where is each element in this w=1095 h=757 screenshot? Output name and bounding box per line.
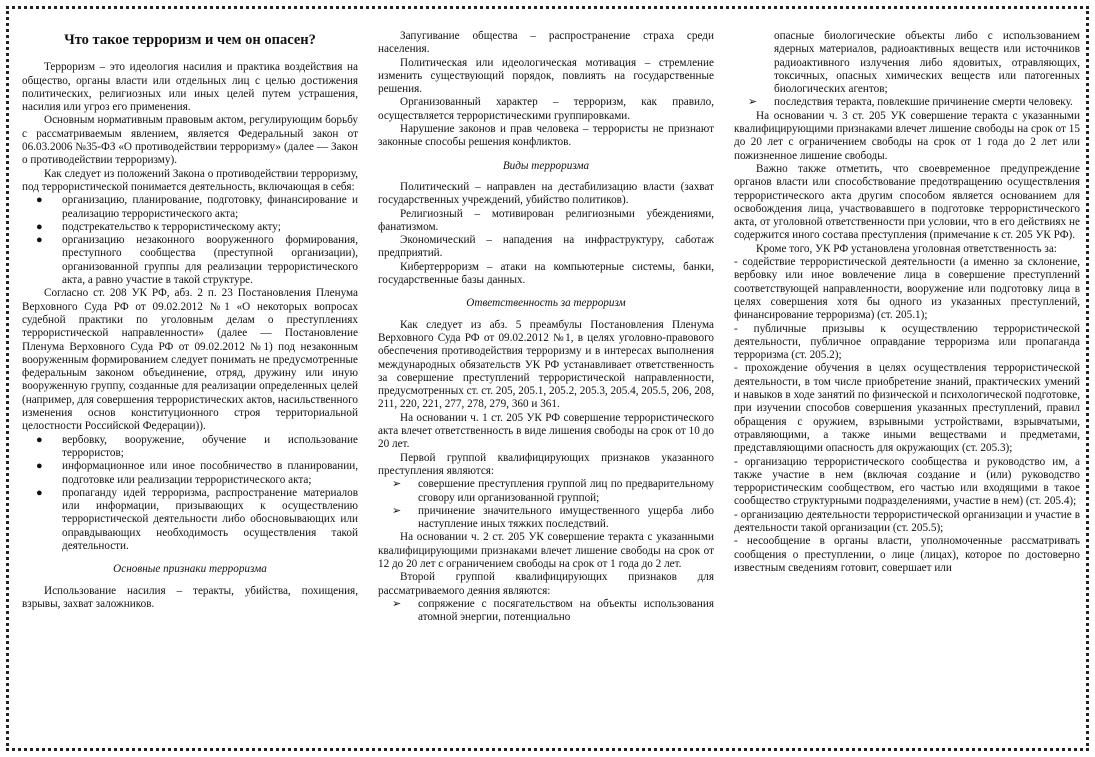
column-2 xyxy=(378,30,714,742)
list-item: ● организацию, планирование, подготовку, финансирование и реализацию террористического акта; xyxy=(36,194,358,220)
paragraph: Религиозный – мотивирован религиозными убеждениями, фанатизмом. xyxy=(378,207,714,233)
bullet-list xyxy=(22,434,358,554)
list-item: ● пропаганду идей терроризма, распространение материалов или информации, призывающих к осуществлению террористической деятельности либо обосновывающих или оправдывающих необходимость осуществления такой деятельности. xyxy=(36,486,358,552)
section-heading: Ответственность за терроризм xyxy=(466,297,626,310)
list-item: ● организацию незаконного вооруженного формирования, преступного сообщества (преступной организации), организованной группы для реализации террористического акта, а равно участие в такой структуре. xyxy=(36,234,358,287)
list-item: ➢ причинение значительного имущественного ущерба либо наступление иных тяжких последствий. xyxy=(392,504,714,531)
paragraph: Как следует из абз. 5 преамбулы Постановления Пленума Верховного Суда РФ от 09.02.2012 №1, в целях уголовно-правового обеспечения противодействия терроризму и в интересах выполнения международных обязательств УК РФ устанавливает ответственность за совершение преступлений террористической направленности, предусмотренных ст. ст. 205, 205.1, 205.2, 205.3, 205.4, 205.5, 206, 208, 211, 220, 221, 277, 278, 279, 360 и 361. xyxy=(378,318,714,411)
arrow-list-continued xyxy=(734,30,1080,110)
paragraph: Политическая или идеологическая мотивация – стремление изменить существующий порядок, повлиять на государственные решения. xyxy=(378,56,714,96)
dash-item: - прохождение обучения в целях осуществления террористической деятельности, в том числе приобретение знаний, практических умений и навыков в ходе занятий по физической и психологической подготовке, при изучении способов совершения указанных преступлений, правил обращения с оружием, взрывными устройствами, взрывчатыми, отравляющими, а также иными веществами и предметами, представляющими опасность для окружающих (ст. 205.3); xyxy=(734,362,1080,455)
paragraph: Политический – направлен на дестабилизацию власти (захват государственных учреждений, убийство политиков). xyxy=(378,180,714,207)
paragraph: Терроризм – это идеология насилия и практика воздействия на общество, органы власти или отдельных лиц с целью достижения политических, религиозных или иных целей путем устрашения, насилия или угроз его применения. xyxy=(22,61,358,114)
paragraph: Основным нормативным правовым актом, регулирующим борьбу с рассматриваемым явлением, является Федеральный закон от 06.03.2006 №35-ФЗ «О противодействии терроризму» (далее — Закон о противодействии терроризму). xyxy=(22,114,358,167)
paragraph: Как следует из положений Закона о противодействии терроризму, под террористической понимается деятельность, включающая в себя: xyxy=(22,167,358,193)
paragraph: Использование насилия – теракты, убийства, похищения, взрывы, захват заложников. xyxy=(22,584,358,610)
document-title: Что такое терроризм и чем он опасен? xyxy=(64,32,316,48)
paragraph: Кибертерроризм – атаки на компьютерные системы, банки, государственные базы данных. xyxy=(378,260,714,287)
document-columns xyxy=(22,30,1080,742)
dash-item: - несообщение в органы власти, уполномоченные рассматривать сообщения о преступлении, о лице (лицах), которое по достоверно известным сведениям готовит, совершает или xyxy=(734,535,1080,574)
paragraph: Второй группой квалифицирующих признаков для рассматриваемого деяния являются: xyxy=(378,571,714,597)
bullet-dot-icon: ● xyxy=(36,460,43,473)
arrow-bullet-icon: ➢ xyxy=(392,504,402,517)
paragraph: На основании ч. 2 ст. 205 УК совершение теракта с указанными квалифицирующими признаками влечет лишение свободы на срок от 12 до 20 лет с ограничением свободы на срок от 1 года до 2 лет. xyxy=(378,531,714,570)
list-item: ➢ совершение преступления группой лиц по предварительному сговору или организованной группой; xyxy=(392,478,714,504)
arrow-list xyxy=(378,598,714,625)
dash-item: - организацию деятельности террористической организации и участие в деятельности такой организации (ст. 205.5); xyxy=(734,508,1080,534)
list-item: ➢ сопряжение с посягательством на объекты использования атомной энергии, потенциально xyxy=(392,597,714,624)
paragraph: На основании ч. 3 ст. 205 УК совершение теракта с указанными квалифицирующими признаками влечет лишение свободы на срок от 15 до 20 лет с ограничением свободы на срок от 1 года до 2 лет или пожизненное лишение свободы. xyxy=(734,109,1080,162)
list-item: ● информационное или иное пособничество в планировании, подготовке или реализации террористического акта; xyxy=(36,460,358,486)
column-3 xyxy=(734,30,1080,742)
bullet-dot-icon: ● xyxy=(36,433,43,446)
list-item: ● вербовку, вооружение, обучение и использование террористов; xyxy=(36,433,358,459)
section-heading: Основные признаки терроризма xyxy=(113,563,267,576)
column-1 xyxy=(22,30,358,742)
bullet-list xyxy=(22,194,358,287)
paragraph: Экономический – нападения на инфраструктуру, саботаж предприятий. xyxy=(378,234,714,260)
paragraph: Согласно ст. 208 УК РФ, абз. 2 п. 23 Постановления Пленума Верховного Суда РФ от 09.02.2012 №1 «О некоторых вопросах судебной практики по уголовным делам о преступлениях террористической направленности» (далее — Постановление Пленума Верховного Суда РФ от 09.02.2012 №1) под незаконным вооруженным формированием следует понимать не предусмотренные федеральным законом объединение, отряд, дружину или иную вооруженную группу, созданные для реализации определенных целей (например, для совершения террористических актов, насильственного изменения основ конституционного строя территориальной целостности Российской Федерации)). xyxy=(22,287,358,433)
paragraph: Организованный характер – терроризм, как правило, осуществляется террористическими группировками. xyxy=(378,96,714,122)
arrow-bullet-icon: ➢ xyxy=(392,478,402,491)
dash-item: - содействие террористической деятельности (а именно за склонение, вербовку или иное вовлечение лица в совершение преступлений соответствующей направленности, вооружение или подготовку лица в целях совершения хотя бы одного из указанных преступлений, финансирование терроризма) (ст. 205.1); xyxy=(734,256,1080,322)
list-item-continued: опасные биологические объекты либо с использованием ядерных материалов, радиоактивных веществ или источников радиоактивного излучения либо ядовитых, отравляющих, токсичных, опасных химических веществ или патогенных биологических агентов; xyxy=(774,30,1080,96)
paragraph: Первой группой квалифицирующих признаков указанного преступления являются: xyxy=(378,451,714,477)
section-heading: Виды терроризма xyxy=(502,159,590,172)
paragraph: Запугивание общества – распространение страха среди населения. xyxy=(378,30,714,56)
arrow-list xyxy=(378,478,714,531)
paragraph: На основании ч. 1 ст. 205 УК РФ совершение террористического акта влечет ответственность в виде лишения свободы на срок от 10 до 20 лет. xyxy=(378,411,714,451)
bullet-dot-icon: ● xyxy=(36,220,43,233)
list-item: ➢ последствия теракта, повлекшие причинение смерти человеку. xyxy=(748,96,1073,109)
arrow-bullet-icon: ➢ xyxy=(748,96,758,109)
dash-list xyxy=(734,256,1080,575)
dash-item: - публичные призывы к осуществлению террористической деятельности, публичное оправдание терроризма или пропаганда терроризма (ст. 205.2); xyxy=(734,322,1080,362)
bullet-dot-icon: ● xyxy=(36,486,43,499)
bullet-dot-icon: ● xyxy=(36,234,43,247)
arrow-bullet-icon: ➢ xyxy=(392,597,402,610)
paragraph: Важно также отметить, что своевременное предупреждение органов власти или способствование предотвращению осуществления террористического акта другим способом является основанием для освобождения лица, участвовавшего в подготовке террористического акта, от уголовной ответственности при условии, что в его действиях не содержится иного состава преступления (примечание к ст. 205 УК РФ). xyxy=(734,162,1080,242)
paragraph: Кроме того, УК РФ установлена уголовная ответственность за: xyxy=(756,242,1057,255)
dash-item: - организацию террористического сообщества и руководство им, а также участие в нем (включая создание и (или) руководство террористическим сообществом, его частью или входящими в такое сообщество структурными подразделениями, участие в нем) (ст. 205.4); xyxy=(734,455,1080,508)
paragraph: Нарушение законов и прав человека – террористы не признают законные способы решения конфликтов. xyxy=(378,123,714,149)
bullet-dot-icon: ● xyxy=(36,194,43,207)
list-item: ● подстрекательство к террористическому акту; xyxy=(36,220,281,233)
